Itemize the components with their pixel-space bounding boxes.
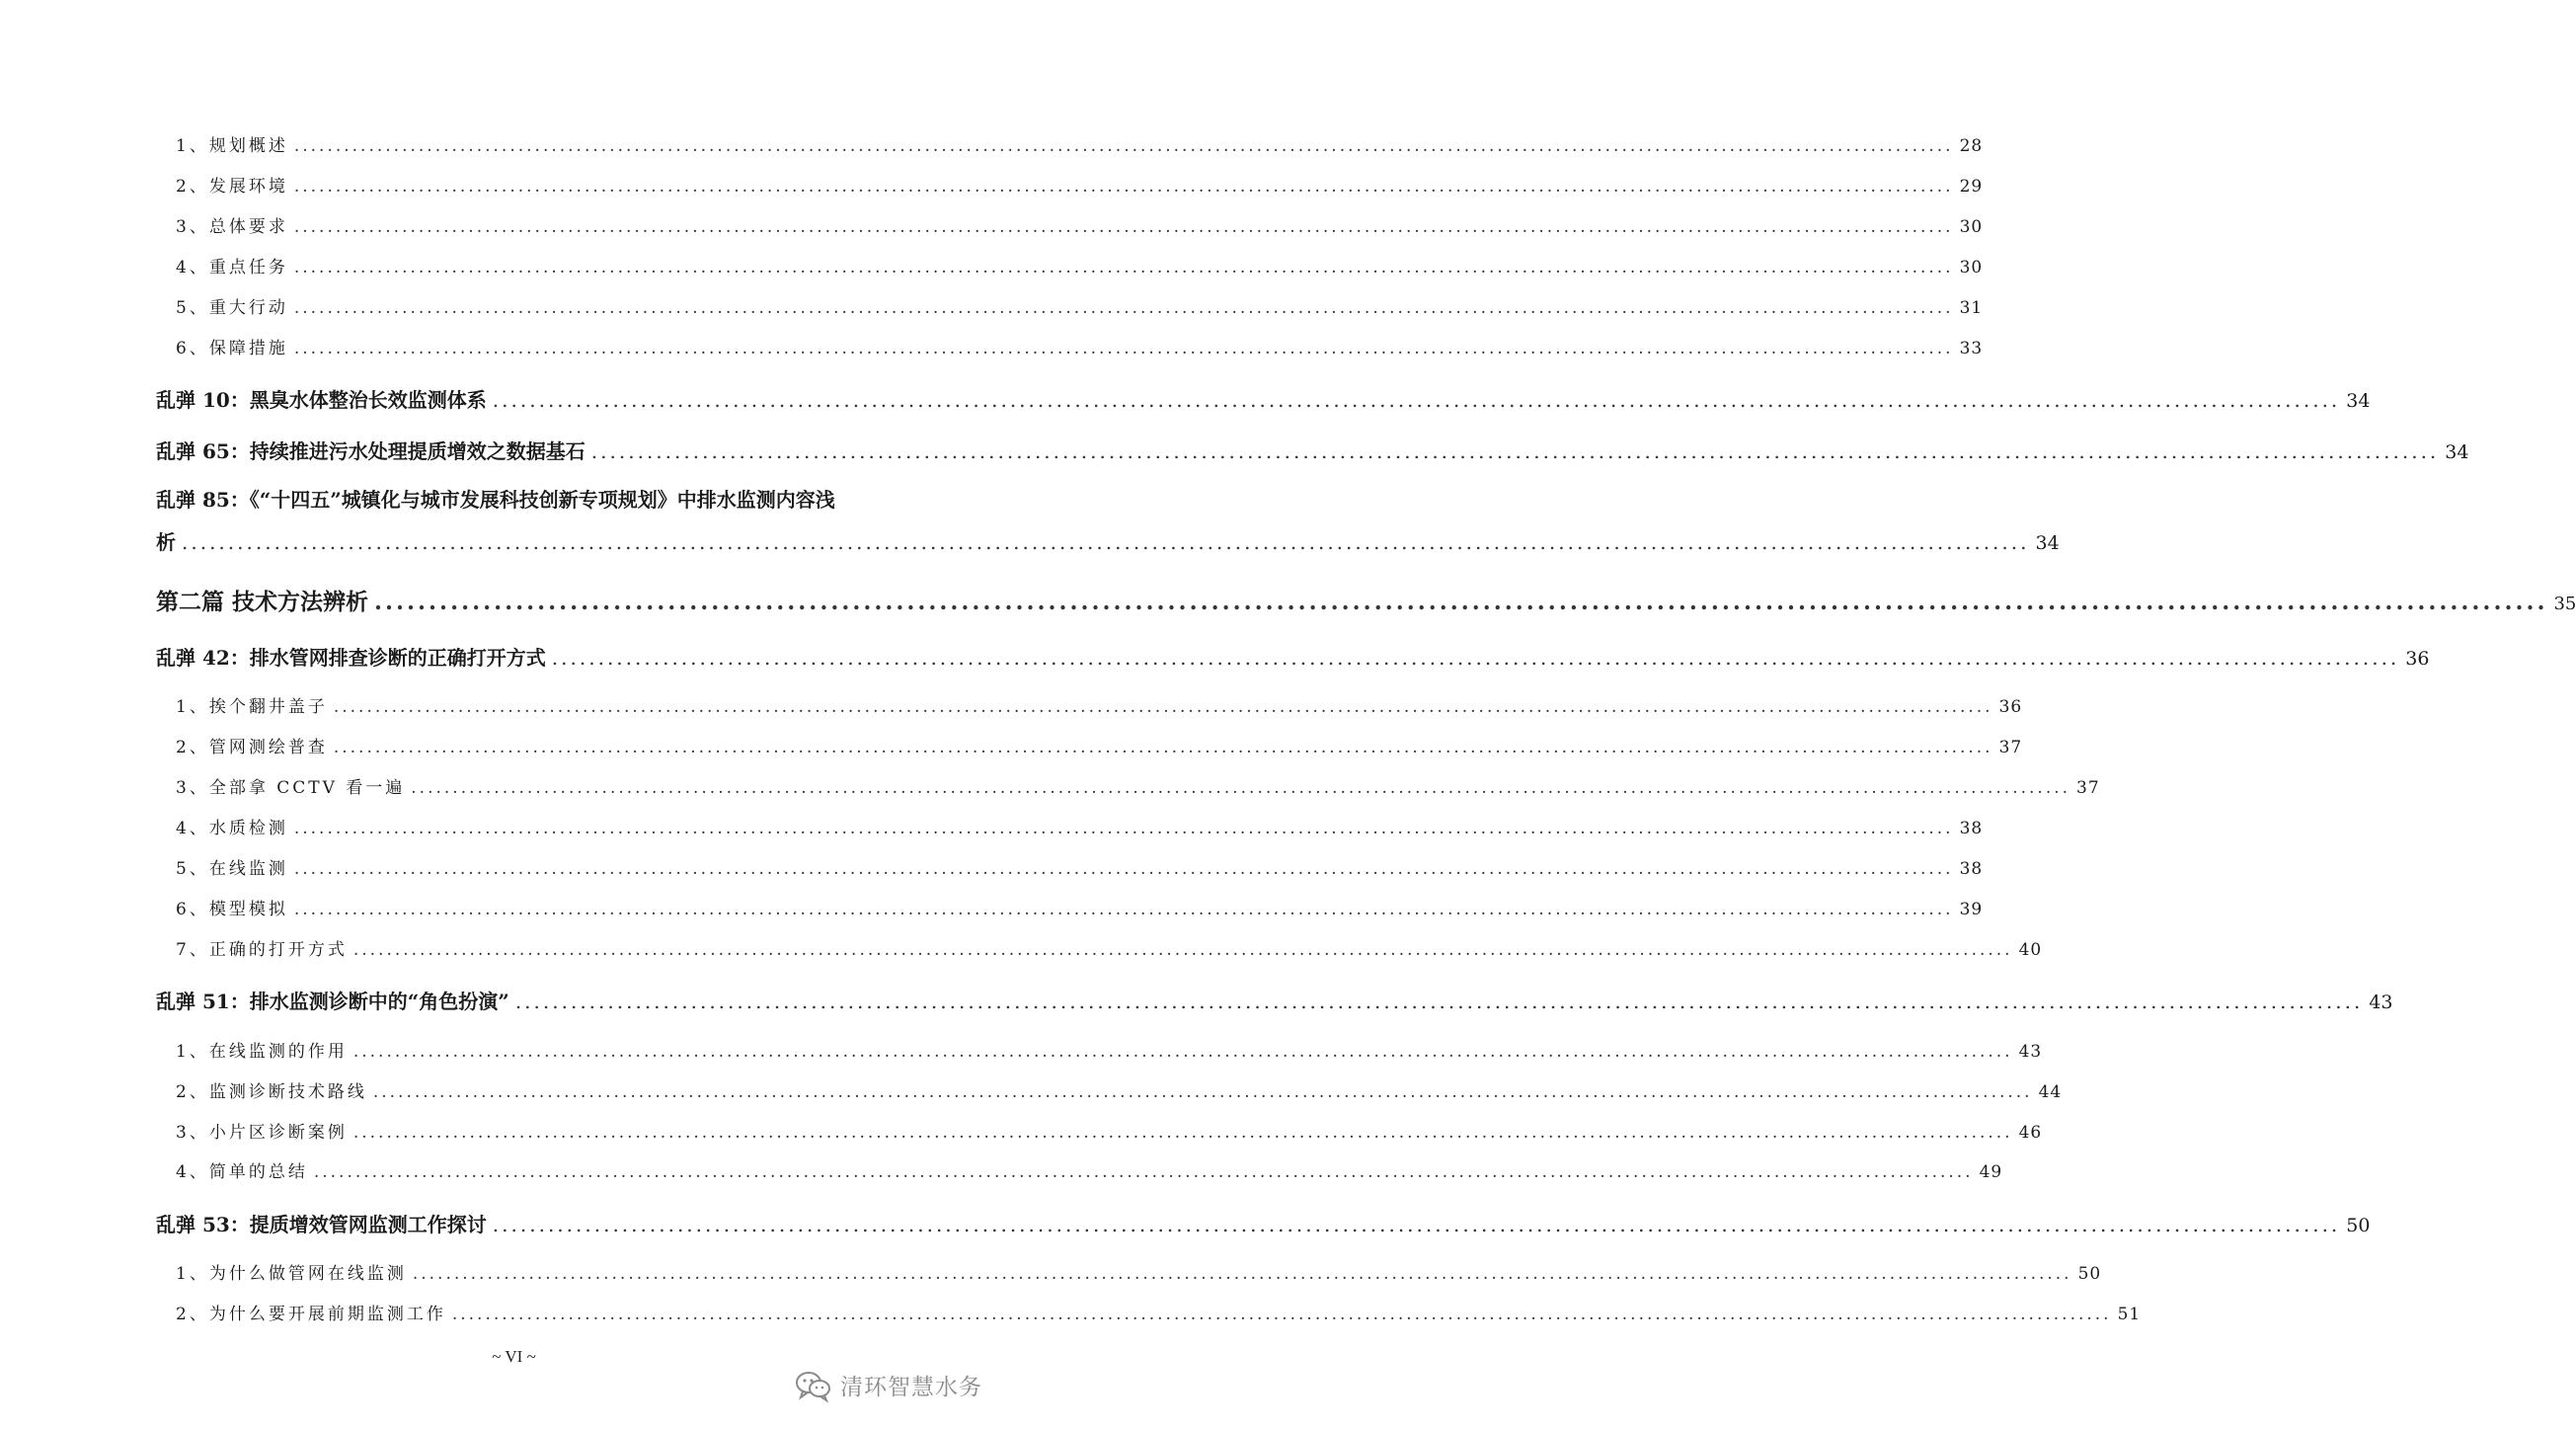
toc-page-number: 37 — [1998, 738, 2023, 757]
wechat-icon — [795, 1370, 832, 1401]
dot-leader: ........................................................................................................................................................................................................ — [293, 339, 1954, 358]
toc-subentry — [176, 253, 1984, 278]
toc-subentry — [176, 131, 1984, 156]
toc-subentry — [176, 854, 1984, 879]
toc-page-number: 34 — [2445, 441, 2469, 463]
dot-leader: ........................................................................................................................................................................................................ — [551, 646, 2400, 670]
toc-subentry — [176, 814, 1984, 838]
page-number-footer: ~ VI ~ — [492, 1347, 536, 1366]
dot-leader: ........................................................................................................................................................................................................ — [374, 589, 2548, 615]
toc-entry-title: 第二篇 技术方法辨析 — [156, 589, 369, 615]
toc-entry-title: 乱弹 65：持续推进污水处理提质增效之数据基石 — [156, 439, 585, 463]
toc-subentry — [176, 935, 2043, 960]
toc-page-number: 38 — [1959, 859, 1984, 879]
toc-page-number: 50 — [2077, 1264, 2102, 1284]
dot-leader: ........................................................................................................................................................................................................ — [590, 439, 2440, 463]
dot-leader: ........................................................................................................................................................................................................ — [411, 778, 2071, 798]
toc-page-number: 50 — [2346, 1215, 2371, 1236]
dot-leader: ........................................................................................................................................................................................................ — [293, 819, 1954, 838]
toc-entry-title: 1、规划概述 — [176, 136, 288, 156]
toc-entry-title: 6、模型模拟 — [176, 900, 288, 919]
toc-subentry — [176, 773, 2100, 798]
toc-subentry — [176, 1300, 2142, 1324]
dot-leader: ........................................................................................................................................................................................................ — [313, 1162, 1974, 1182]
toc-subentry — [176, 1118, 2043, 1143]
toc-entry-title: 乱弹 53：提质增效管网监测工作探讨 — [156, 1213, 487, 1236]
dot-leader: ........................................................................................................................................................................................................ — [293, 136, 1954, 156]
toc-page-number: 34 — [2035, 532, 2060, 554]
toc-page-number: 43 — [2369, 992, 2393, 1013]
toc-page-number: 43 — [2018, 1042, 2043, 1062]
toc-page-number: 29 — [1959, 177, 1984, 197]
toc-entry-title: 1、为什么做管网在线监测 — [176, 1264, 407, 1284]
toc-page-number: 37 — [2076, 778, 2100, 798]
dot-leader: ........................................................................................................................................................................................................ — [352, 940, 2013, 960]
toc-subentry — [176, 1259, 2102, 1284]
dot-leader: ........................................................................................................................................................................................................ — [372, 1082, 2033, 1102]
toc-subentry — [176, 172, 1984, 197]
toc-entry-title: 3、总体要求 — [176, 217, 288, 237]
dot-leader: ........................................................................................................................................................................................................ — [492, 1213, 2341, 1236]
dot-leader: ........................................................................................................................................................................................................ — [451, 1305, 2112, 1324]
toc-page-number: 51 — [2117, 1305, 2142, 1324]
toc-chapter-entry — [156, 1209, 2371, 1237]
toc-part-heading — [156, 584, 2576, 616]
toc-entry-title: 5、重大行动 — [176, 298, 288, 318]
toc-entry-title-continuation: 析 — [156, 530, 176, 554]
toc-page-number: 31 — [1959, 298, 1984, 318]
toc-entry-title: 1、挨个翻井盖子 — [176, 697, 328, 717]
dot-leader: ........................................................................................................................................................................................................ — [412, 1264, 2072, 1284]
toc-page-number: 40 — [2018, 940, 2043, 960]
toc-entry-title: 乱弹 10：黑臭水体整治长效监测体系 — [156, 388, 487, 412]
dot-leader: ........................................................................................................................................................................................................ — [293, 298, 1954, 318]
watermark — [795, 1369, 982, 1401]
dot-leader: ........................................................................................................................................................................................................ — [352, 1123, 2013, 1143]
toc-entry-title: 5、在线监测 — [176, 859, 288, 879]
toc-page-number: 33 — [1959, 339, 1984, 358]
toc-page-number: 39 — [1959, 900, 1984, 919]
toc-page-number: 38 — [1959, 819, 1984, 838]
dot-leader: ........................................................................................................................................................................................................ — [333, 697, 1993, 717]
toc-page-number: 36 — [1998, 697, 2023, 717]
dot-leader: ........................................................................................................................................................................................................ — [514, 990, 2364, 1013]
toc-subentry — [176, 733, 2023, 757]
toc-entry-title: 2、管网测绘普查 — [176, 738, 328, 757]
toc-chapter-entry — [156, 986, 2393, 1014]
toc-subentry — [176, 212, 1984, 237]
dot-leader: ........................................................................................................................................................................................................ — [293, 217, 1954, 237]
toc-entry-title: 乱弹 42：排水管网排查诊断的正确打开方式 — [156, 646, 546, 670]
toc-entry-title: 4、重点任务 — [176, 258, 288, 278]
toc-subentry — [176, 1077, 2063, 1102]
toc-page-number: 28 — [1959, 136, 1984, 156]
dot-leader: ........................................................................................................................................................................................................ — [352, 1042, 2013, 1062]
dot-leader: ........................................................................................................................................................................................................ — [492, 388, 2341, 412]
toc-page-number: 35 — [2553, 594, 2576, 614]
toc-chapter-entry — [156, 436, 2469, 464]
toc-entry-title: 4、简单的总结 — [176, 1162, 308, 1182]
toc-subentry — [176, 895, 1984, 919]
toc-page-number: 44 — [2038, 1082, 2063, 1102]
toc-subentry — [176, 1037, 2043, 1062]
toc-page-number: 30 — [1959, 217, 1984, 237]
dot-leader: ........................................................................................................................................................................................................ — [293, 258, 1954, 278]
toc-page-number: 30 — [1959, 258, 1984, 278]
toc-chapter-entry — [156, 384, 2371, 413]
toc-entry-title: 2、为什么要开展前期监测工作 — [176, 1305, 446, 1324]
dot-leader: ........................................................................................................................................................................................................ — [182, 530, 2030, 554]
dot-leader: ........................................................................................................................................................................................................ — [293, 900, 1954, 919]
toc-entry-title: 3、小片区诊断案例 — [176, 1123, 348, 1143]
toc-entry-title: 2、监测诊断技术路线 — [176, 1082, 367, 1102]
toc-entry-title: 1、在线监测的作用 — [176, 1042, 348, 1062]
toc-subentry — [176, 334, 1984, 358]
toc-subentry — [176, 692, 2023, 717]
toc-entry-title: 乱弹 85：《“十四五”城镇化与城市发展科技创新专项规划》中排水监测内容浅 — [156, 488, 835, 512]
dot-leader: ........................................................................................................................................................................................................ — [293, 859, 1954, 879]
toc-entry-title: 2、发展环境 — [176, 177, 288, 197]
toc-entry-title: 7、正确的打开方式 — [176, 940, 348, 960]
toc-subentry — [176, 1157, 2003, 1182]
watermark-text: 清环智慧水务 — [840, 1375, 982, 1400]
toc-entry-title: 6、保障措施 — [176, 339, 288, 358]
dot-leader: ........................................................................................................................................................................................................ — [333, 738, 1993, 757]
toc-entry-title: 乱弹 51：排水监测诊断中的“角色扮演” — [156, 990, 509, 1013]
toc-page-number: 34 — [2346, 390, 2371, 412]
toc-subentry — [176, 293, 1984, 318]
toc-chapter-entry — [156, 642, 2430, 671]
toc-page-number: 49 — [1979, 1162, 2003, 1182]
toc-chapter-entry — [156, 526, 2060, 555]
toc-entry-title: 4、水质检测 — [176, 819, 288, 838]
toc-page-number: 36 — [2405, 648, 2430, 670]
toc-page-number: 46 — [2018, 1123, 2043, 1143]
dot-leader: ........................................................................................................................................................................................................ — [293, 177, 1954, 197]
toc-entry-title: 3、全部拿 CCTV 看一遍 — [176, 778, 406, 798]
